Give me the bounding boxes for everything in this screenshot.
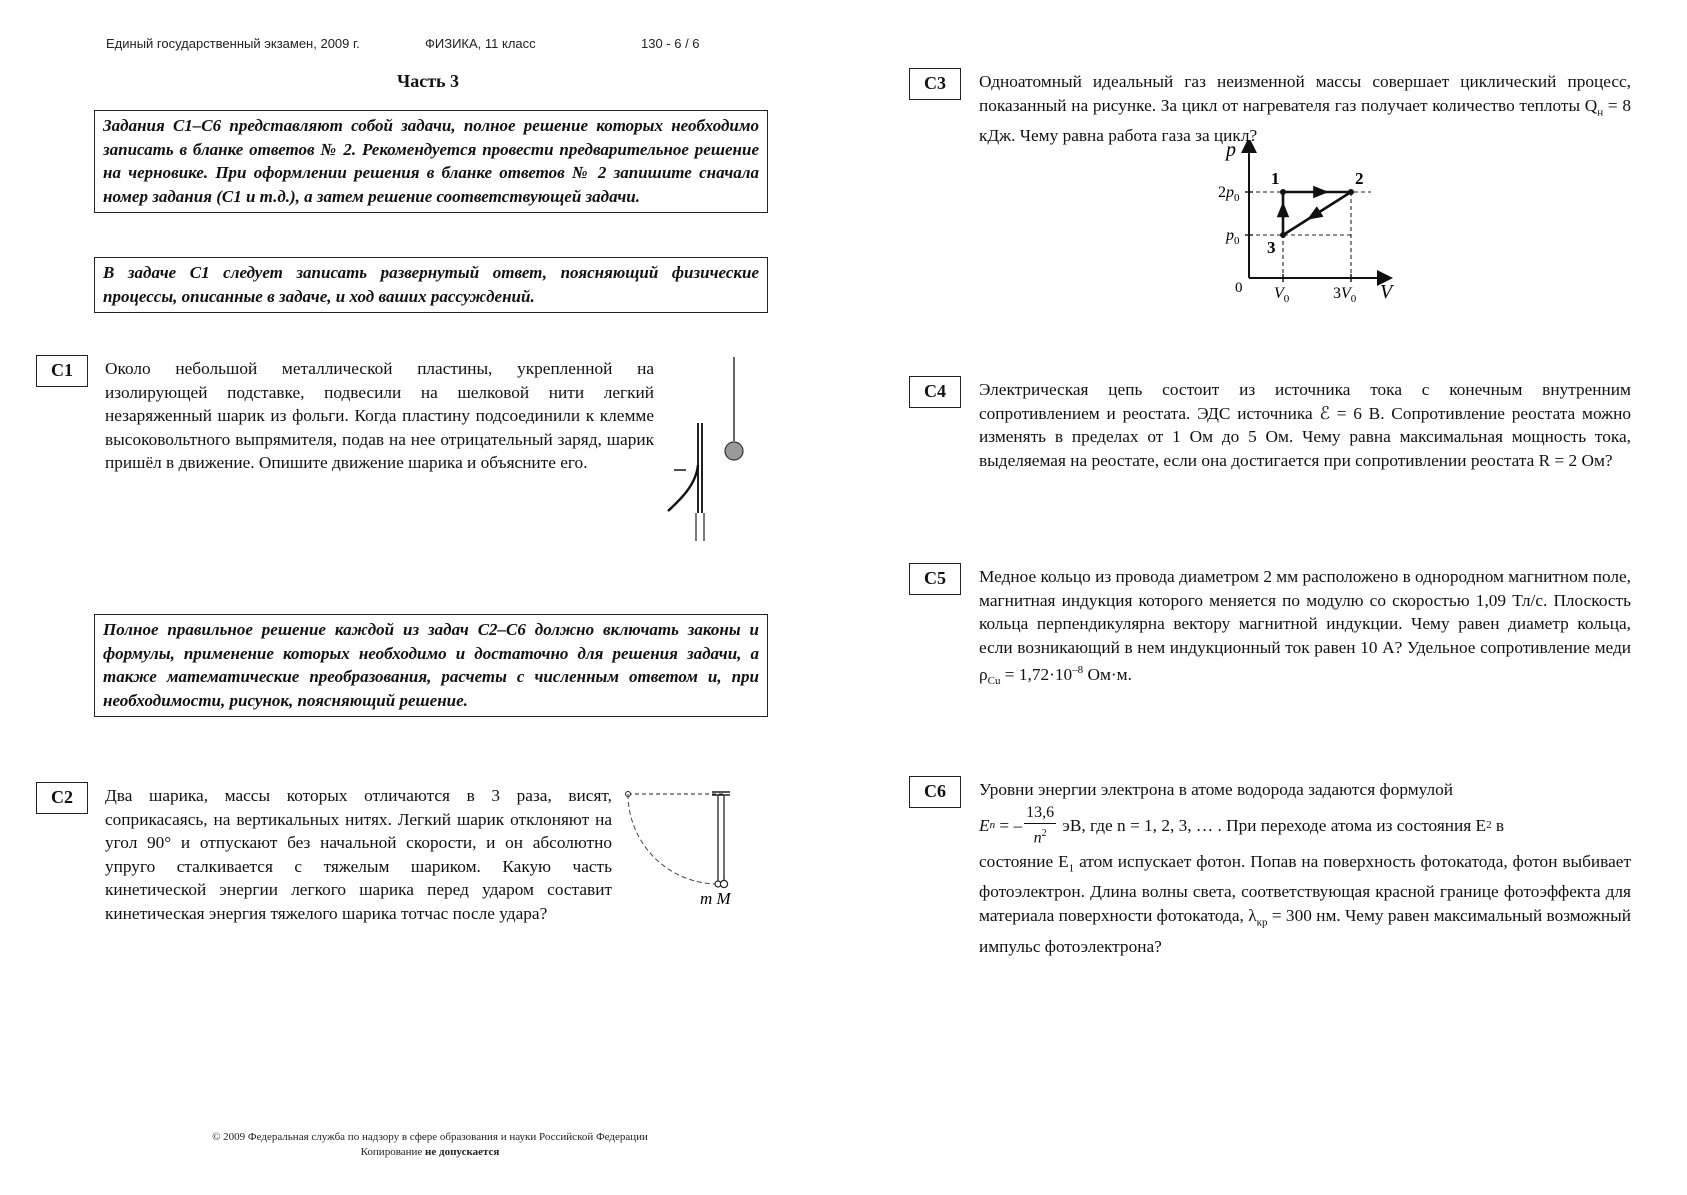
- y-axis-label: p: [1226, 140, 1236, 161]
- footer-copyright: © 2009 Федеральная служба по надзору в сфере образования и науки Российской Федерации: [212, 1131, 648, 1143]
- footer-copying: Копирование не допускается: [360, 1146, 500, 1158]
- cycle-segment-2-3-arrow: [1314, 211, 1321, 215]
- x-tick-label-3v0: $3V_0$: [1333, 285, 1357, 305]
- header-exam: Единый государственный экзамен, 2009 г.: [106, 36, 360, 51]
- instruction-box-3: Полное правильное решение каждой из задач С2–С6 должно включать законы и формулы, применение которых необходимо и достаточно для решения задачи, а также математические преобразования, расчеты с численным ответом и, при необходимости, рисунок, поясняющий решение.: [94, 614, 768, 717]
- task-label-c4: С4: [909, 376, 961, 408]
- cycle-point-1: [1280, 189, 1286, 195]
- c6-formula-line: E n = – 13,6 $n^2$ эВ, где n = 1, 2, 3, … . При переходе атома из состояния E 2 в: [979, 803, 1505, 847]
- plate-pendulum-figure: [660, 355, 750, 545]
- y-tick-label-p0: $p_0$: [1226, 227, 1240, 247]
- c6-fraction: 13,6 $n^2$: [1026, 803, 1055, 847]
- two-balls-figure: [622, 786, 742, 906]
- task-label-c1: С1: [36, 355, 88, 387]
- pv-cycle-graph: [1205, 140, 1405, 310]
- origin-label: 0: [1235, 280, 1243, 296]
- task-text-c5: Медное кольцо из провода диаметром 2 мм расположено в однородном магнитном поле, магнитная индукция которого меняется по модулю со скоростью 1,09 Тл/с. Плоскость кольца перпендикулярна вектору магнитной индукции. Чему равен диаметр кольца, если возникающий в нем индукционный ток равен 10 А? Удельное сопротивление меди $\rho_{Cu} = 1,72\cdot 10^{-8}$ Ом·м.: [979, 567, 1631, 688]
- x-tick-label-v0: $V_0$: [1274, 285, 1290, 305]
- point-label-2: 2: [1355, 169, 1364, 188]
- point-label-3: 3: [1267, 238, 1276, 257]
- cycle-point-3: [1280, 232, 1286, 238]
- task-text-c4: Электрическая цепь состоит из источника тока с конечным внутренним сопротивлением и реостата. ЭДС источника ℰ = 6 В. Сопротивление реостата можно изменять в пределах от 1 Ом до 5 Ом. Чему равна максимальная мощность тока, выделяемая на реостате, если она достигается при сопротивлении реостата R = 2 Ом?: [979, 380, 1631, 470]
- c2-mass-labels: m M: [700, 889, 731, 906]
- part-title: Часть 3: [397, 71, 460, 91]
- task-label-c6: С6: [909, 776, 961, 808]
- task-text-c6: [979, 778, 1631, 958]
- task-text-c2: Два шарика, массы которых отличаются в 3 раза, висят, соприкасаясь, на вертикальных нитях. Легкий шарик отклоняют на угол 90° и отпускают без начальной скорости, и он абсолютно упруго сталкивается с тяжелым шариком. Какую часть кинетической энергии легкого шарика перед ударом составит кинетическая энергия тяжелого шарика тотчас после удара?: [105, 786, 612, 923]
- footer: [120, 1130, 740, 1160]
- header-subject: ФИЗИКА, 11 класс: [425, 36, 536, 51]
- x-axis-label: V: [1380, 281, 1393, 303]
- c6-intro: Уровни энергии электрона в атоме водорода задаются формулой: [979, 780, 1454, 799]
- instruction-box-1: Задания С1–С6 представляют собой задачи, полное решение которых необходимо записать в бланке ответов № 2. Рекомендуется провести предварительное решение на черновике. При оформлении решения в бланке ответов № 2 запишите сначала номер задания (С1 и т.д.), а затем решение соответствующей задачи.: [94, 110, 768, 213]
- point-label-1: 1: [1271, 169, 1280, 188]
- header-page: 130 - 6 / 6: [641, 36, 700, 51]
- task-label-c5: С5: [909, 563, 961, 595]
- task-label-c3: С3: [909, 68, 961, 100]
- y-tick-label-2p0: $2p_0$: [1218, 184, 1240, 204]
- c6-rest: состояние $E_1$ атом испускает фотон. Попав на поверхность фотокатода, фотон выбивает фотоэлектрон. Длина волны света, соответствующая красной границе фотоэффекта для материала поверхности фотокатода, $\lambda_{кр} = 300$ нм. Чему равен максимальный возможный импульс фотоэлектрона?: [979, 851, 1632, 956]
- task-label-c2: С2: [36, 782, 88, 814]
- task-text-c1: Около небольшой металлической пластины, укрепленной на изолирующей подставке, подвесили на шелковой нити легкий незаряженный шарик из фольги. Когда пластину подсоединили к клемме высоковольтного выпрямителя, подав на нее отрицательный заряд, шарик пришёл в движение. Опишите движение шарика и объясните его.: [105, 359, 654, 472]
- cycle-point-2: [1348, 189, 1354, 195]
- task-text-c3: Одноатомный идеальный газ неизменной массы совершает циклический процесс, показанный на рисунке. За цикл от нагревателя газ получает количество теплоты $Q_н = 8$ кДж. Чему равна работа газа за цикл?: [979, 72, 1631, 146]
- instruction-box-2: В задаче С1 следует записать развернутый ответ, поясняющий физические процессы, описанные в задаче, и ход ваших рассуждений.: [94, 257, 768, 313]
